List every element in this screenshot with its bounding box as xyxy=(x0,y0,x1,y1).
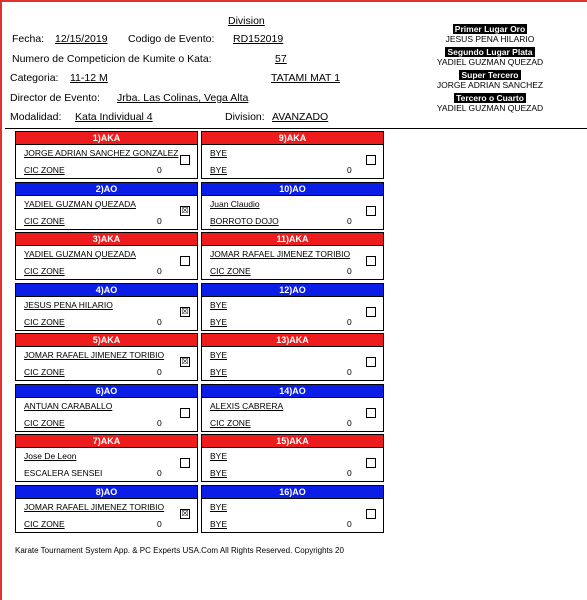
competitor-school: CIC ZONE xyxy=(210,266,251,276)
competitor-school: CIC ZONE xyxy=(24,317,65,327)
fecha-value: 12/15/2019 xyxy=(55,33,108,45)
winner-checkbox[interactable]: ☒ xyxy=(181,509,189,518)
match-header: 12)AO xyxy=(202,284,383,297)
winner-checkbox[interactable] xyxy=(366,256,376,266)
winner-checkbox[interactable]: ☒ xyxy=(181,357,189,366)
score-value: 0 xyxy=(347,165,352,175)
score-value: 0 xyxy=(157,165,162,175)
match-header: 5)AKA xyxy=(16,334,197,347)
score-value: 0 xyxy=(157,266,162,276)
match-box-13 xyxy=(201,333,384,381)
match-box-16 xyxy=(201,485,384,533)
score-value: 0 xyxy=(157,519,162,529)
score-value: 0 xyxy=(347,216,352,226)
competitor-name: BYE xyxy=(210,502,228,512)
score-value: 0 xyxy=(347,468,352,478)
competitor-name: BYE xyxy=(210,300,228,310)
footer-copyright: Karate Tournament System App. & PC Experts USA.Com All Rights Reserved. Copyrights 20 xyxy=(15,546,344,555)
competitor-name: BYE xyxy=(210,148,228,158)
fecha-label: Fecha: xyxy=(12,33,45,45)
score-value: 0 xyxy=(347,367,352,377)
competitor-school: BORROTO DOJO xyxy=(210,216,279,226)
match-header: 10)AO xyxy=(202,183,383,196)
score-value: 0 xyxy=(157,367,162,377)
place-label-4: Tercero o Cuarto xyxy=(456,93,524,103)
winner-checkbox[interactable] xyxy=(366,206,376,216)
match-header: 15)AKA xyxy=(202,435,383,448)
competitor-school: CIC ZONE xyxy=(210,418,251,428)
winners-panel xyxy=(420,22,560,114)
match-header: 3)AKA xyxy=(16,233,197,246)
competitor-name: Jose De Leon xyxy=(24,451,77,461)
match-header: 6)AO xyxy=(16,385,197,398)
match-box-12 xyxy=(201,283,384,331)
categoria-label: Categoria: xyxy=(10,72,59,84)
competitor-school: BYE xyxy=(210,317,228,327)
competitor-school: BYE xyxy=(210,519,228,529)
match-box-9 xyxy=(201,131,384,179)
winner-checkbox[interactable] xyxy=(180,256,190,266)
place-label-3: Super Tercero xyxy=(461,70,519,80)
codigo-value: RD152019 xyxy=(233,33,284,45)
competitor-name: ALEXIS CABRERA xyxy=(210,401,284,411)
division-label: Division: xyxy=(225,111,265,123)
competitor-name: BYE xyxy=(210,451,228,461)
competitor-school: CIC ZONE xyxy=(24,367,65,377)
winner-checkbox[interactable] xyxy=(366,509,376,519)
winner-checkbox[interactable] xyxy=(180,155,190,165)
modalidad-value: Kata Individual 4 xyxy=(75,111,153,123)
place-name-2: YADIEL GUZMAN QUEZAD xyxy=(436,57,544,67)
winner-checkbox[interactable] xyxy=(366,458,376,468)
match-box-14 xyxy=(201,384,384,432)
window-top-border xyxy=(0,0,587,2)
tatami-label: TATAMI MAT 1 xyxy=(271,72,341,84)
competitor-name: BYE xyxy=(210,350,228,360)
match-header: 2)AO xyxy=(16,183,197,196)
score-value: 0 xyxy=(157,216,162,226)
competitor-school: ESCALERA SENSEI xyxy=(24,468,103,478)
winner-checkbox[interactable] xyxy=(366,307,376,317)
score-value: 0 xyxy=(347,418,352,428)
competitor-name: YADIEL GUZMAN QUEZADA xyxy=(24,199,136,209)
place-name-1: JESUS PENA HILARIO xyxy=(445,34,535,44)
director-value: Jrba. Las Colinas, Vega Alta xyxy=(117,92,249,104)
place-name-4: YADIEL GUZMAN QUEZAD xyxy=(436,103,544,113)
score-value: 0 xyxy=(347,519,352,529)
match-header: 8)AO xyxy=(16,486,197,499)
match-header: 13)AKA xyxy=(202,334,383,347)
competitor-name: YADIEL GUZMAN QUEZADA xyxy=(24,249,136,259)
match-box-15 xyxy=(201,434,384,482)
match-box-6 xyxy=(15,384,198,432)
winner-checkbox[interactable] xyxy=(180,458,190,468)
winner-checkbox[interactable] xyxy=(180,408,190,418)
score-value: 0 xyxy=(157,418,162,428)
match-box-5 xyxy=(15,333,198,381)
competitor-name: JOMAR RAFAEL JIMENEZ TORIBIO xyxy=(24,350,165,360)
match-header: 16)AO xyxy=(202,486,383,499)
place-label-1: Primer Lugar Oro xyxy=(454,24,526,34)
competitor-name: ANTUAN CARABALLO xyxy=(24,401,113,411)
match-box-10 xyxy=(201,182,384,230)
modalidad-label: Modalidad: xyxy=(10,111,62,123)
match-header: 1)AKA xyxy=(16,132,197,145)
competitor-school: CIC ZONE xyxy=(24,266,65,276)
winner-checkbox[interactable] xyxy=(366,155,376,165)
match-box-3 xyxy=(15,232,198,280)
match-box-8 xyxy=(15,485,198,533)
match-box-7 xyxy=(15,434,198,482)
match-header: 14)AO xyxy=(202,385,383,398)
competitor-school: CIC ZONE xyxy=(24,216,65,226)
competitor-school: CIC ZONE xyxy=(24,519,65,529)
winner-checkbox[interactable] xyxy=(366,408,376,418)
score-value: 0 xyxy=(157,317,162,327)
competitor-name: JESUS PENA HILARIO xyxy=(24,300,113,310)
header-divider xyxy=(5,128,587,129)
competitor-school: BYE xyxy=(210,367,228,377)
match-header: 4)AO xyxy=(16,284,197,297)
competitor-name: JORGE ADRIAN SANCHEZ GONZALEZ xyxy=(24,148,179,158)
winner-checkbox[interactable]: ☒ xyxy=(181,307,189,316)
numero-value: 57 xyxy=(275,53,287,65)
score-value: 0 xyxy=(347,266,352,276)
numero-label: Numero de Competicion de Kumite o Kata: xyxy=(12,53,212,65)
competitor-name: JOMAR RAFAEL JIMENEZ TORIBIO xyxy=(210,249,351,259)
competitor-school: BYE xyxy=(210,165,228,175)
score-value: 0 xyxy=(347,317,352,327)
director-label: Director de Evento: xyxy=(10,92,100,104)
competitor-school: CIC ZONE xyxy=(24,165,65,175)
match-header: 9)AKA xyxy=(202,132,383,145)
competitor-school: BYE xyxy=(210,468,228,478)
window-left-border xyxy=(0,0,2,600)
match-box-4 xyxy=(15,283,198,331)
winner-checkbox[interactable] xyxy=(366,357,376,367)
competitor-name: Juan Claudio xyxy=(210,199,260,209)
competitor-school: CIC ZONE xyxy=(24,418,65,428)
winner-checkbox[interactable]: ☒ xyxy=(181,206,189,215)
match-header: 11)AKA xyxy=(202,233,383,246)
page-title: Division xyxy=(228,15,265,27)
categoria-value: 11-12 M xyxy=(70,72,108,84)
codigo-label: Codigo de Evento: xyxy=(128,33,215,45)
match-header: 7)AKA xyxy=(16,435,197,448)
score-value: 0 xyxy=(157,468,162,478)
place-name-3: JORGE ADRIAN SANCHEZ xyxy=(436,80,544,90)
match-box-11 xyxy=(201,232,384,280)
match-box-2 xyxy=(15,182,198,230)
match-box-1 xyxy=(15,131,198,179)
division-value: AVANZADO xyxy=(272,111,329,123)
place-label-2: Segundo Lugar Plata xyxy=(447,47,533,57)
competitor-name: JOMAR RAFAEL JIMENEZ TORIBIO xyxy=(24,502,165,512)
